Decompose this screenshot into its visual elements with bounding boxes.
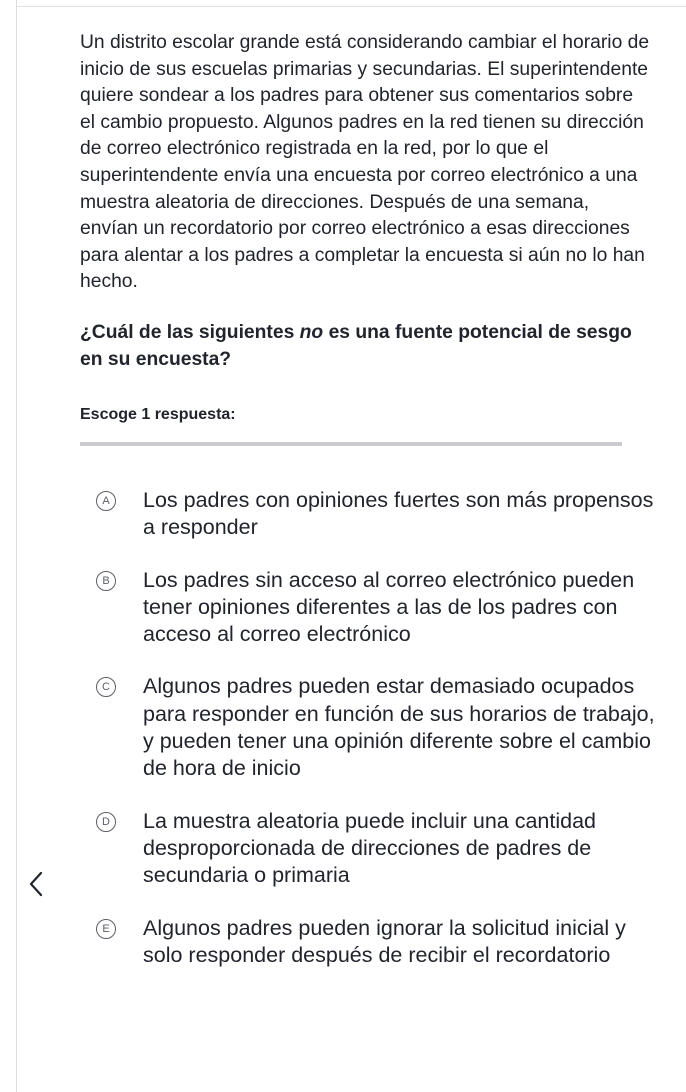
choice-a[interactable] [96, 487, 656, 542]
choice-e-text: Algunos padres pueden ignorar la solicitud inicial y solo responder después de recibir el recordatorio [143, 915, 626, 967]
choice-c-text: Algunos padres pueden estar demasiado ocupados para responder en función de sus horarios de trabajo, y pueden tener una opinión diferente sobre el cambio de hora de inicio [143, 674, 655, 781]
answer-choices [96, 487, 656, 969]
choice-c[interactable] [96, 673, 656, 782]
question-prompt [80, 320, 650, 373]
choice-a-text: Los padres con opiniones fuertes son más propensos a responder [143, 488, 654, 540]
choices-divider [80, 442, 622, 446]
choice-d-text: La muestra aleatoria puede incluir una cantidad desproporcionada de direcciones de padres de secundaria o primaria [143, 808, 596, 888]
answer-instruction: Escoge 1 respuesta: [80, 406, 236, 424]
choice-b-text: Los padres sin acceso al correo electrónico pueden tener opiniones diferentes a las de los padres con acceso al correo electrónico [143, 567, 635, 647]
choice-a-letter-circle: A [96, 491, 116, 511]
choice-d[interactable] [96, 808, 656, 890]
choice-d-letter-circle: D [96, 812, 116, 832]
question-emphasis: no [299, 321, 324, 343]
choice-e[interactable] [96, 915, 656, 970]
question-prompt-start: ¿Cuál de las siguientes [80, 321, 300, 343]
question-content [80, 30, 650, 446]
top-border-line [16, 6, 686, 7]
previous-button[interactable] [26, 870, 48, 898]
choice-c-letter-circle: C [96, 677, 116, 697]
choice-b-letter-circle: B [96, 571, 116, 591]
choice-e-letter-circle: E [96, 919, 116, 939]
question-prompt-end: es una fuente potencial de sesgo en su encuesta? [80, 321, 632, 370]
chevron-left-icon [26, 870, 48, 898]
left-border-line [16, 0, 17, 1092]
question-passage: Un distrito escolar grande está considerando cambiar el horario de inicio de sus escuelas primarias y secundarias. El superintendente quiere sondear a los padres para obtener sus comentarios sobre el cambio propuesto. Algunos padres en la red tienen su dirección de correo electrónico registrada en la red, por lo que el superintendente envía una encuesta por correo electrónico a una muestra aleatoria de direcciones. Después de una semana, envían un recordatorio por correo electrónico a esas direcciones para alentar a los padres a completar la encuesta si aún no lo han hecho. [80, 32, 650, 293]
choice-b[interactable] [96, 567, 656, 649]
